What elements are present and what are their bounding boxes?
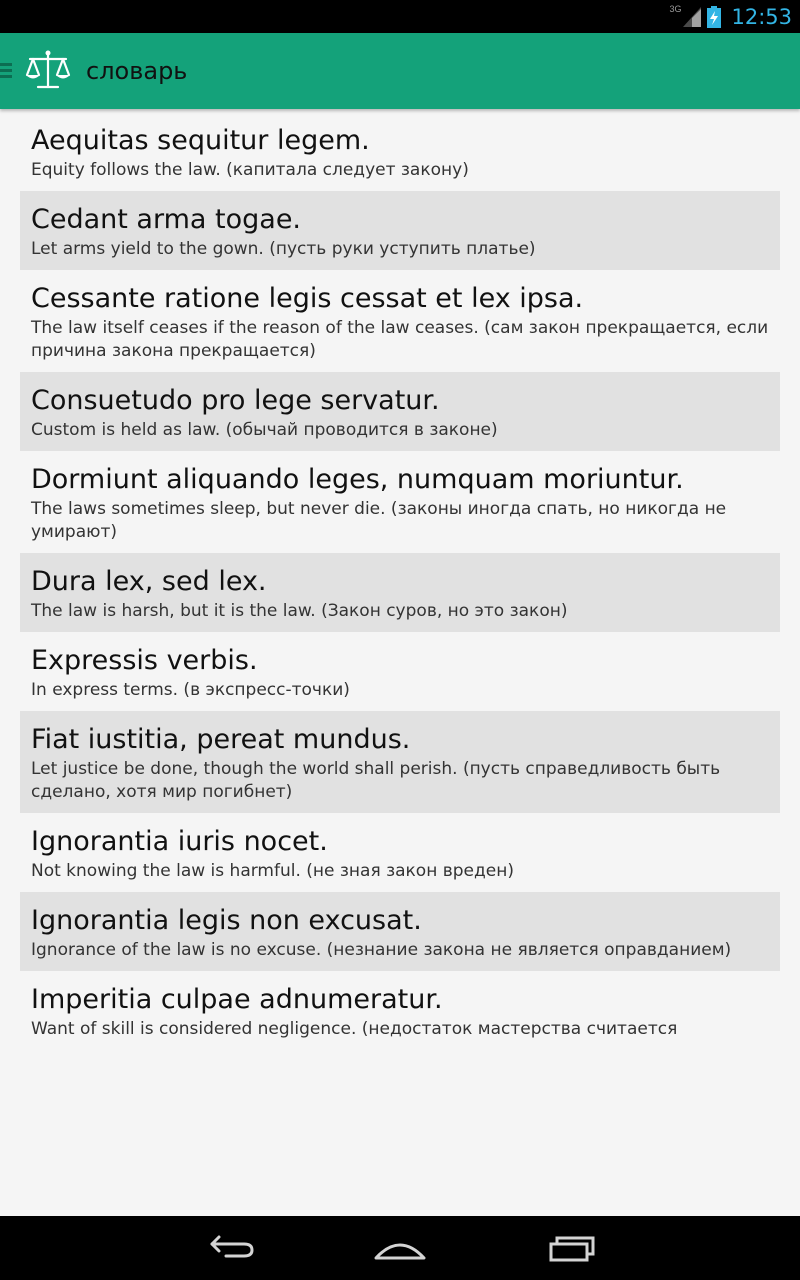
list-item[interactable]	[20, 372, 780, 451]
phrase-definition: Let arms yield to the gown. (пусть руки уступить платье)	[31, 239, 536, 259]
scales-logo-icon[interactable]	[24, 49, 72, 91]
phrase-term: Cessante ratione legis cessat et lex ipsa.	[31, 283, 584, 314]
list-item[interactable]	[20, 632, 780, 711]
phrase-definition: Equity follows the law. (капитала следует закону)	[31, 160, 469, 180]
phrase-term: Dura lex, sed lex.	[31, 566, 267, 597]
back-icon[interactable]	[202, 1228, 258, 1268]
list-item[interactable]	[20, 270, 780, 372]
list-item[interactable]	[20, 711, 780, 813]
list-item[interactable]	[20, 553, 780, 632]
list-item[interactable]	[20, 971, 780, 1050]
network-type: 3G	[669, 3, 682, 14]
phrase-term: Dormiunt aliquando leges, numquam moriuntur.	[31, 464, 684, 495]
phrase-term: Ignorantia iuris nocet.	[31, 826, 328, 857]
phrase-definition: Want of skill is considered negligence. (недостаток мастерства считается	[31, 1019, 678, 1039]
phrase-term: Consuetudo pro lege servatur.	[31, 385, 440, 416]
status-bar	[0, 0, 800, 33]
list-item[interactable]	[20, 892, 780, 971]
drawer-menu-icon[interactable]	[0, 60, 12, 80]
home-icon[interactable]	[372, 1228, 428, 1268]
list-item[interactable]	[20, 191, 780, 270]
phrase-definition: Ignorance of the law is no excuse. (незнание закона не является оправданием)	[31, 940, 732, 960]
status-icons	[669, 0, 792, 33]
phrase-term: Ignorantia legis non excusat.	[31, 905, 422, 936]
phrase-term: Cedant arma togae.	[31, 204, 302, 235]
battery-charging-icon	[707, 6, 721, 28]
phrase-list[interactable]	[20, 112, 780, 1082]
phrase-definition: Not knowing the law is harmful. (не зная закон вреден)	[31, 861, 514, 881]
phrase-definition: The law itself ceases if the reason of the law ceases. (сам закон прекращается, если причина закона прекращается)	[31, 318, 769, 361]
phrase-definition: Custom is held as law. (обычай проводится в законе)	[31, 420, 498, 440]
app-title: словарь	[86, 57, 188, 85]
signal-icon	[683, 7, 701, 27]
list-item[interactable]	[20, 813, 780, 892]
navigation-bar	[0, 1216, 800, 1280]
phrase-term: Expressis verbis.	[31, 645, 258, 676]
list-item[interactable]	[20, 112, 780, 191]
app-bar	[0, 33, 800, 109]
phrase-term: Aequitas sequitur legem.	[31, 125, 370, 156]
clock: 12:53	[731, 4, 792, 29]
phrase-definition: In express terms. (в экспресс-точки)	[31, 680, 350, 700]
phrase-term: Fiat iustitia, pereat mundus.	[31, 724, 411, 755]
phrase-definition: Let justice be done, though the world shall perish. (пусть справедливость быть сделано, хотя мир погибнет)	[31, 759, 721, 802]
phrase-definition: The law is harsh, but it is the law. (Закон суров, но это закон)	[31, 601, 568, 621]
list-item[interactable]	[20, 451, 780, 553]
recent-apps-icon[interactable]	[543, 1228, 599, 1268]
phrase-definition: The laws sometimes sleep, but never die. (законы иногда спать, но никогда не умирают)	[31, 499, 727, 542]
phrase-term: Imperitia culpae adnumeratur.	[31, 984, 443, 1015]
